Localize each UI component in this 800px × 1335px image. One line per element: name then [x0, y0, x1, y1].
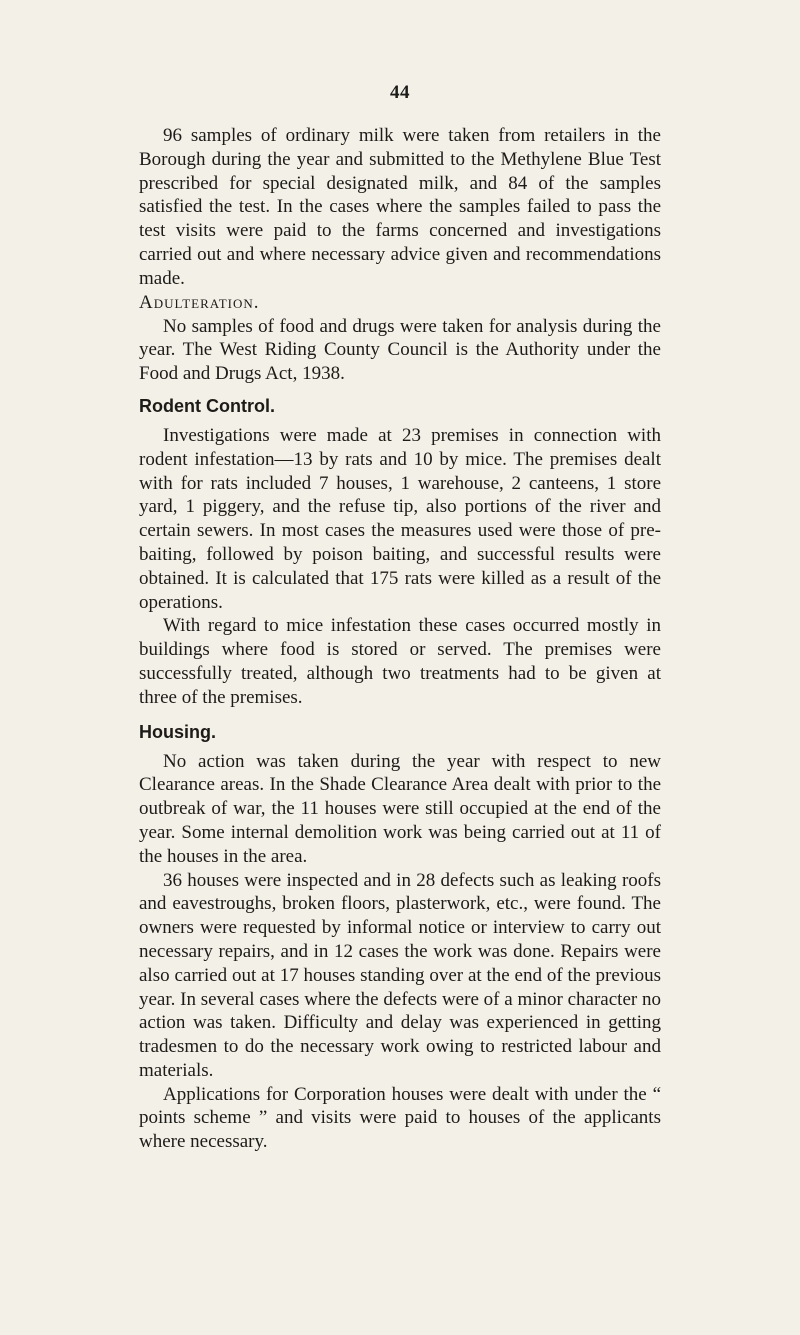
milk-paragraph: 96 samples of ordinary milk were taken from retailers in the Borough during the year and submitted to the Methylene Blue Test prescribed for special designated milk, and 84 of the samples satisfied the test. In the cases where the samples failed to pass the test visits were paid to the farms concerned and investigations carried out and where necessary advice given and recommendations made. — [139, 125, 661, 289]
housing-heading: Housing. — [139, 721, 216, 742]
housing-paragraph-3: Applications for Corporation houses were dealt with under the “ points scheme ” and visits were paid to houses of the applicants where necessary. — [139, 1083, 661, 1153]
housing-paragraph-1: No action was taken during the year with respect to new Clearance areas. In the Shade Clearance Area dealt with prior to the outbreak of war, the 11 houses were still occupied at the end of the year. Some internal demolition work was being carried out at 11 of the houses in the area. — [139, 750, 661, 867]
housing-paragraph-2: 36 houses were inspected and in 28 defects such as leaking roofs and eavestroughs, broken floors, plasterwork, etc., were found. The owners were requested by informal notice or interview to carry out necessary repairs, and in 12 cases the work was done. Repairs were also carried out at 17 houses standing over at the end of the previous year. In several cases where the defects were of a minor character no action was taken. Difficulty and delay was experienced in getting tradesmen to do the necessary work owing to restricted labour and materials. — [139, 869, 661, 1081]
rodent-paragraph-1: Investigations were made at 23 premises in connection with rodent infestation—13 by rats and 10 by mice. The premises dealt with for rats included 7 houses, 1 warehouse, 2 canteens, 1 store yard, 1 piggery, and the refuse tip, also portions of the river and certain sewers. In most cases the measures used were those of pre-baiting, followed by poison baiting, and successful results were obtained. It is calculated that 175 rats were killed as a result of the operations. — [139, 424, 661, 613]
rodent-paragraph-2: With regard to mice infestation these cases occurred mostly in buildings where food is stored or served. The premises were successfully treated, although two treatments had to be given at three of the premises. — [139, 615, 661, 708]
adulteration-heading: Adulteration. — [139, 291, 260, 313]
adulteration-paragraph: No samples of food and drugs were taken for analysis during the year. The West Riding County Council is the Authority under the Food and Drugs Act, 1938. — [139, 315, 661, 385]
page-content — [139, 124, 661, 1154]
rodent-control-heading: Rodent Control. — [139, 395, 275, 416]
page-number: 44 — [390, 82, 410, 103]
